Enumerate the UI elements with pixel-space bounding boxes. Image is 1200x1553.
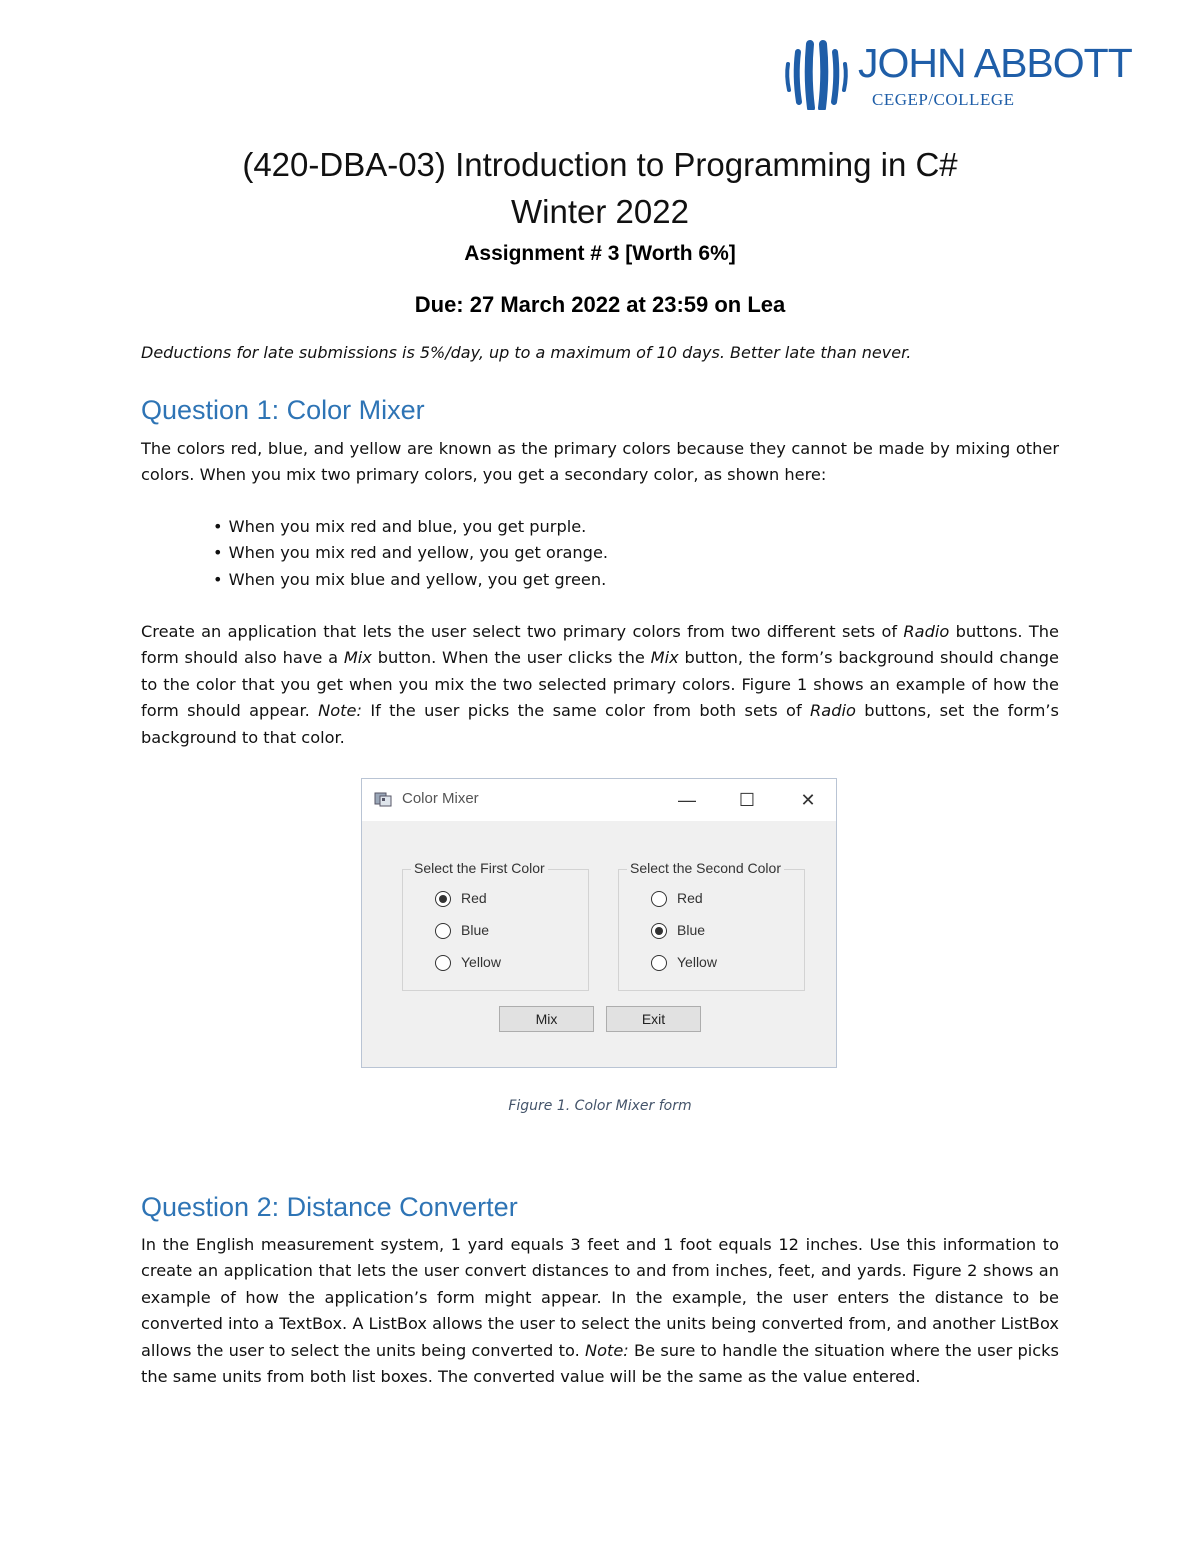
assignment-title: Assignment # 3 [Worth 6%] (464, 242, 736, 265)
text-run: If the user picks the same color from both sets of (361, 701, 811, 721)
list-item: • When you mix red and yellow, you get orange. (213, 540, 608, 566)
second-color-group (618, 860, 805, 991)
late-policy-note: Deductions for late submissions is 5%/day, up to a maximum of 10 days. Better late than never. (141, 343, 912, 362)
text-run: In the English measurement system, 1 yard equals 3 feet and 1 foot equals 12 inches. Use this information to create an application that lets the user convert distances to and from inches, feet, and yards. Figure 2 shows an example of how the application’s form might appear. In the example, the user enters the distance to be converted into a TextBox. A ListBox allows the user to select the units being converted from, and another ListBox allows the user to select the units being converted to. (141, 1235, 1059, 1360)
radio-checked-icon[interactable] (435, 891, 451, 907)
first-color-group (402, 860, 589, 991)
radio-unchecked-icon[interactable] (651, 955, 667, 971)
group-legend: Select the Second Color (627, 860, 784, 876)
due-date: Due: 27 March 2022 at 23:59 on Lea (414, 292, 786, 317)
text-run: button, the form’s background should change to the color that you get when you mix the two selected primary colors. Figure 1 shows an example of how the form should appear. (141, 648, 1059, 721)
radio-checked-icon[interactable] (651, 923, 667, 939)
mix-button[interactable]: Mix (499, 1006, 594, 1032)
radio-label: Yellow (461, 954, 501, 970)
radio-label: Yellow (677, 954, 717, 970)
question1-heading: Question 1: Color Mixer (141, 395, 425, 425)
radio-label: Blue (461, 922, 490, 938)
window-titlebar (362, 779, 836, 821)
question2-instructions (141, 1232, 1059, 1390)
color-mixer-window (361, 778, 837, 1068)
emphasis: Note: (318, 701, 362, 721)
exit-button[interactable]: Exit (606, 1006, 701, 1032)
emphasis: Mix (650, 648, 679, 668)
radio-unchecked-icon[interactable] (435, 923, 451, 939)
question1-instructions (141, 619, 1059, 751)
radio-unchecked-icon[interactable] (651, 891, 667, 907)
emphasis: Mix (343, 648, 372, 668)
text-run: buttons, set the form’s background to that color. (141, 701, 1059, 747)
maximize-icon[interactable]: ☐ (738, 790, 756, 810)
college-logo (780, 38, 1140, 114)
window-title: Color Mixer (402, 790, 479, 807)
course-title: (420-DBA-03) Introduction to Programming in C# (242, 146, 958, 183)
list-item: • When you mix red and blue, you get purple. (213, 514, 608, 540)
question2-heading: Question 2: Distance Converter (141, 1192, 518, 1222)
term-title: Winter 2022 (511, 193, 689, 230)
logo-subtitle: CEGEP/COLLEGE (872, 90, 1015, 109)
text-run: Be sure to handle the situation where the user picks the same units from both list boxes. The converted value will be the same as the value entered. (141, 1340, 1059, 1387)
emphasis: Note: (584, 1340, 629, 1360)
text-run: Create an application that lets the user select two primary colors from two different sets of (141, 622, 904, 641)
radio-label: Red (461, 890, 487, 906)
list-item: • When you mix blue and yellow, you get green. (213, 567, 608, 593)
radio-label: Blue (677, 922, 706, 938)
logo-mark-icon (780, 38, 852, 110)
text-run: buttons. The form should also have a (141, 622, 1059, 668)
emphasis: Radio (810, 701, 856, 721)
minimize-icon[interactable]: — (678, 790, 696, 810)
emphasis: Radio (903, 622, 950, 641)
logo-name: JOHN ABBOTT (858, 40, 1132, 86)
radio-unchecked-icon[interactable] (435, 955, 451, 971)
color-mix-list (213, 514, 608, 593)
text-run: button. When the user clicks the (371, 648, 651, 668)
close-icon[interactable]: ✕ (800, 790, 816, 810)
figure1-caption: Figure 1. Color Mixer form (508, 1098, 692, 1114)
question1-intro: The colors red, blue, and yellow are known as the primary colors because they cannot be made by mixing other colors. When you mix two primary colors, you get a secondary color, as shown here: (141, 439, 1059, 485)
group-legend: Select the First Color (411, 860, 548, 876)
app-icon (374, 791, 392, 807)
radio-label: Red (677, 890, 703, 906)
